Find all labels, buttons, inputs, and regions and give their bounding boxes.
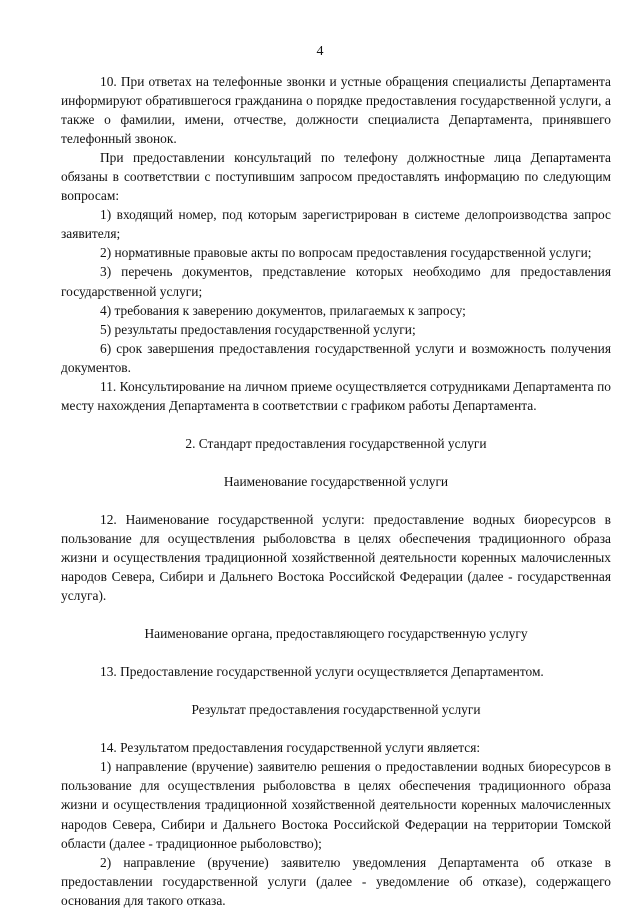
subsection-heading: Результат предоставления государственной услуги bbox=[191, 702, 481, 718]
page-number: 4 bbox=[316, 44, 324, 59]
paragraph-12: 12. Наименование государственной услуги: предоставление водных биоресурсов в пользование для осуществления рыболовства в целях обеспечения традиционного образа жизни и осуществления традиционной хозяйственной деятельности коренных малочисленных народов Севера, Сибири и Дальнего Востока Российской Федерации (далее - государственная услуга). bbox=[61, 511, 611, 604]
list-item: 3) перечень документов, представление которых необходимо для предоставления государственной услуги; bbox=[61, 264, 611, 299]
paragraph-10: 10. При ответах на телефонные звонки и устные обращения специалисты Департамента информируют обратившегося гражданина о порядке предоставления государственной услуги, а также о фамилии, имени, отчестве, должности специалиста Департамента, принявшего телефонный звонок. bbox=[61, 74, 611, 147]
paragraph-phone-consultation: При предоставлении консультаций по телефону должностные лица Департамента обязаны в соответствии с поступившим запросом предоставлять информацию по следующим вопросам: bbox=[61, 150, 611, 204]
paragraph-13: 13. Предоставление государственной услуги осуществляется Департаментом. bbox=[100, 664, 544, 680]
subsection-heading: Наименование органа, предоставляющего государственную услугу bbox=[144, 626, 528, 642]
subsection-heading: Наименование государственной услуги bbox=[223, 473, 449, 489]
list-item: 6) срок завершения предоставления государственной услуги и возможность получения документов. bbox=[61, 340, 611, 375]
list-item: 2) нормативные правовые акты по вопросам предоставления государственной услуги; bbox=[100, 245, 592, 261]
paragraph-14: 14. Результатом предоставления государственной услуги является: bbox=[100, 740, 481, 756]
list-item: 4) требования к заверению документов, прилагаемых к запросу; bbox=[100, 302, 466, 318]
section-heading: 2. Стандарт предоставления государственной услуги bbox=[185, 435, 487, 451]
paragraph-11: 11. Консультирование на личном приеме осуществляется сотрудниками Департамента по месту нахождения Департамента в соответствии с графиком работы Департамента. bbox=[61, 378, 611, 413]
list-item: 5) результаты предоставления государственной услуги; bbox=[100, 321, 416, 337]
list-item: 2) направление (вручение) заявителю уведомления Департамента об отказе в предоставлении государственной услуги (далее - уведомление об отказе), содержащего основания для такого отказа. bbox=[61, 854, 611, 908]
document-body bbox=[61, 72, 611, 910]
list-item: 1) направление (вручение) заявителю решения о предоставлении водных биоресурсов в пользование для осуществления рыболовства в целях обеспечения традиционного образа жизни и осуществления традиционной хозяйственной деятельности коренных малочисленных народов Севера, Сибири и Дальнего Востока Российской Федерации на территории Томской области (далее - традиционное рыболовство); bbox=[61, 759, 611, 851]
list-item: 1) входящий номер, под которым зарегистрирован в системе делопроизводства запрос заявителя; bbox=[61, 207, 611, 242]
